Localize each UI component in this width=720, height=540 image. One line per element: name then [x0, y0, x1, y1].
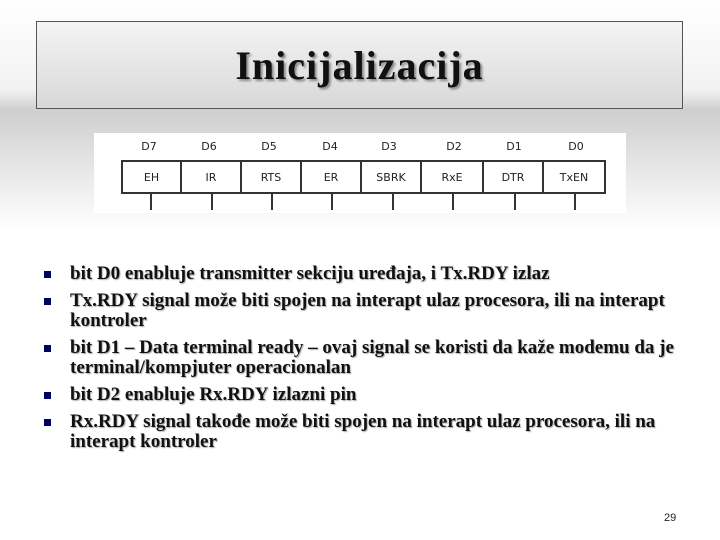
- bullet-text: bit D2 enabluje Rx.RDY izlazni pin: [70, 384, 357, 405]
- register-field-dtr: DTR: [482, 160, 544, 194]
- square-bullet-icon: [44, 298, 51, 305]
- register-line-d0: [574, 194, 576, 210]
- register-line-d3: [392, 194, 394, 210]
- bullet-item: [44, 291, 694, 331]
- bit-label-d7: D7: [141, 140, 157, 153]
- slide-title: Inicijalizacija: [235, 42, 484, 88]
- bullet-list: [44, 264, 694, 459]
- register-field-txen: TxEN: [542, 160, 606, 194]
- register-line-d5: [271, 194, 273, 210]
- bullet-item: [44, 338, 694, 378]
- register-line-d1: [514, 194, 516, 210]
- register-line-d4: [331, 194, 333, 210]
- register-field-sbrk: SBRK: [360, 160, 422, 194]
- register-field-rxe: RxE: [420, 160, 484, 194]
- square-bullet-icon: [44, 271, 51, 278]
- bullet-text: bit D1 – Data terminal ready – ovaj signal se koristi da kaže modemu da je terminal/kompjuter operacionalan: [70, 337, 674, 378]
- register-field-ir: IR: [180, 160, 242, 194]
- command-register-diagram: [94, 133, 626, 213]
- bit-label-d1: D1: [506, 140, 522, 153]
- register-line-d2: [452, 194, 454, 210]
- square-bullet-icon: [44, 392, 51, 399]
- square-bullet-icon: [44, 345, 51, 352]
- page-number: 29: [664, 512, 677, 524]
- bit-label-d3: D3: [381, 140, 397, 153]
- bit-label-d2: D2: [446, 140, 462, 153]
- bullet-item: [44, 412, 694, 452]
- bit-label-d5: D5: [261, 140, 277, 153]
- register-field-rts: RTS: [240, 160, 302, 194]
- square-bullet-icon: [44, 419, 51, 426]
- bit-label-d6: D6: [201, 140, 217, 153]
- bullet-item: [44, 264, 694, 284]
- title-box: [36, 21, 683, 109]
- bullet-item: [44, 385, 694, 405]
- bit-label-d0: D0: [568, 140, 584, 153]
- register-line-d7: [150, 194, 152, 210]
- bit-label-d4: D4: [322, 140, 338, 153]
- register-line-d6: [211, 194, 213, 210]
- bullet-text: Rx.RDY signal takođe može biti spojen na interapt ulaz procesora, ili na interapt kontroler: [70, 411, 656, 452]
- bullet-text: Tx.RDY signal može biti spojen na interapt ulaz procesora, ili na interapt kontroler: [70, 290, 665, 331]
- register-field-er: ER: [300, 160, 362, 194]
- register-field-eh: EH: [121, 160, 182, 194]
- bullet-text: bit D0 enabluje transmitter sekciju uređaja, i Tx.RDY izlaz: [70, 263, 550, 284]
